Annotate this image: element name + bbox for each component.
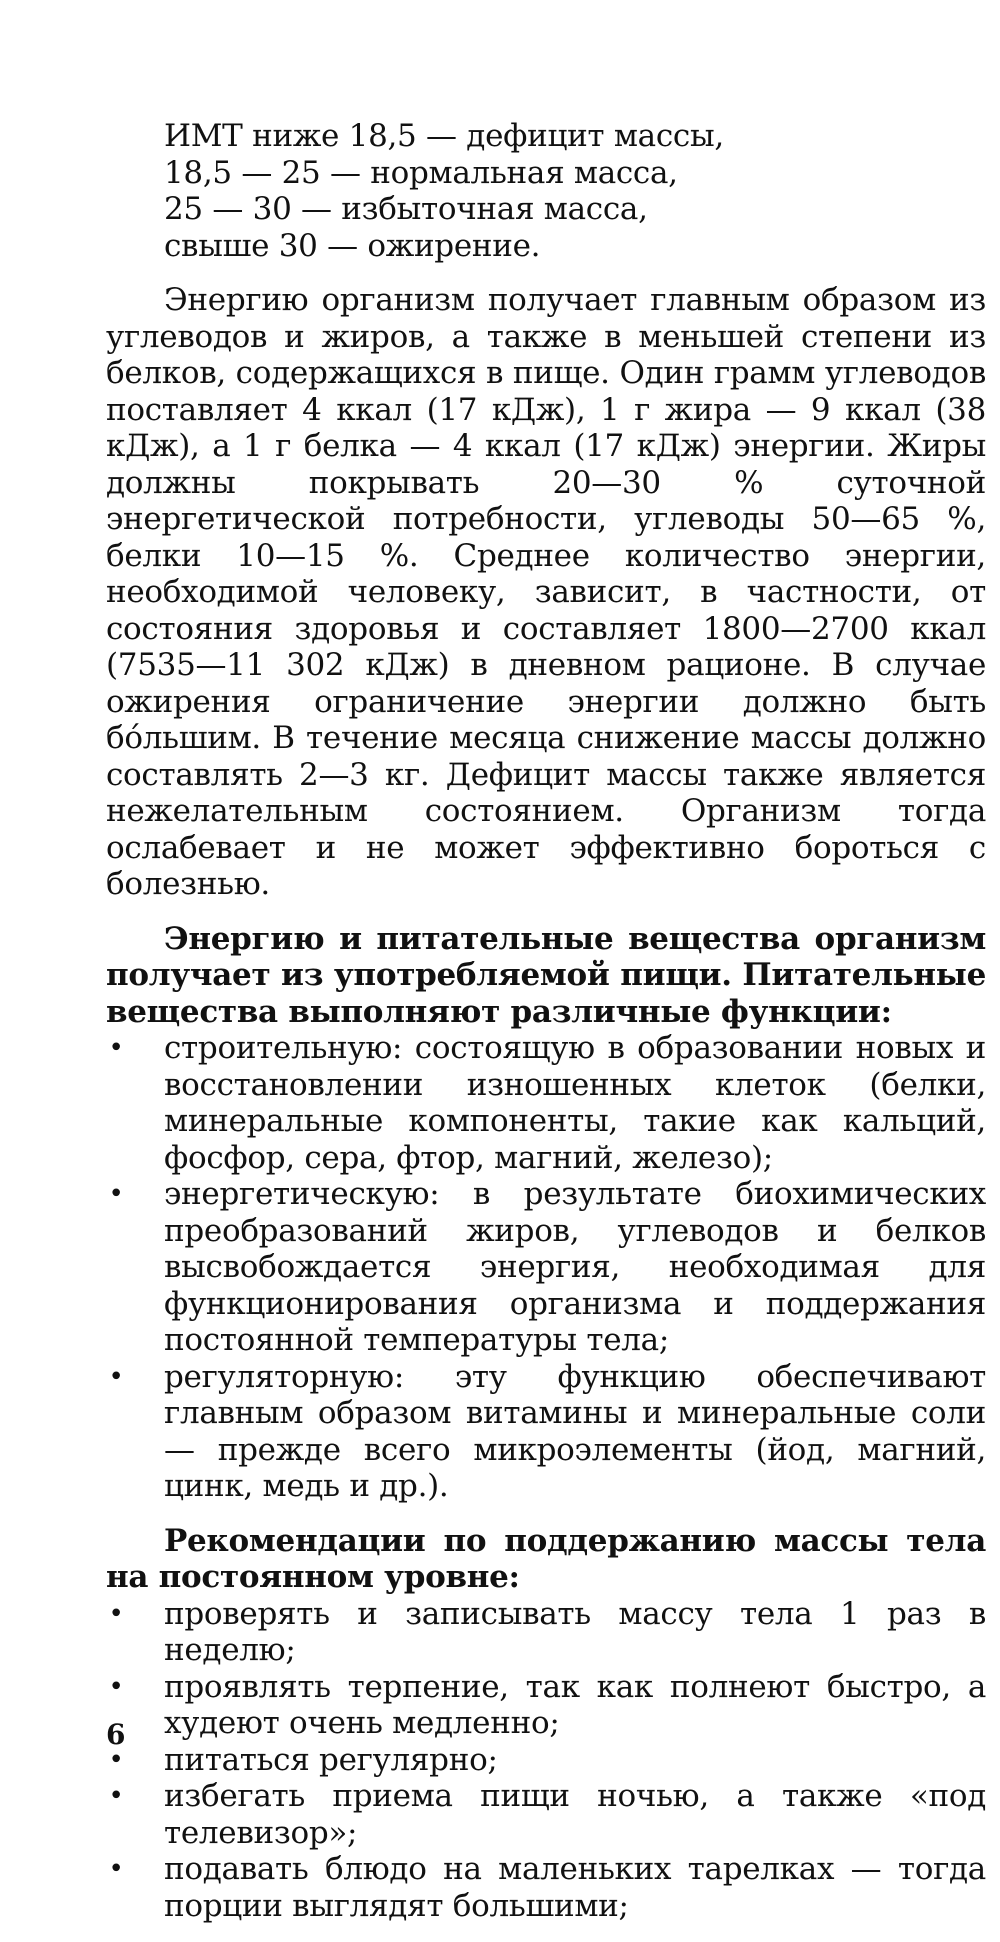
list-item-text: избегать приема пищи ночью, а также «под телевизор»;	[164, 1778, 986, 1851]
bullet-icon: •	[108, 1671, 124, 1702]
list-item-text: проверять и записывать массу тела 1 раз в неделю;	[164, 1595, 986, 1668]
bullet-icon: •	[108, 1781, 124, 1811]
list-item	[106, 1596, 986, 1669]
bmi-line: свыше 30 — ожирение.	[164, 227, 541, 264]
energy-paragraph: Энергию организм получает главным образом из углеводов и жиров, а также в меньшей степени из белков, содержащихся в пище. Один грамм углеводов поставляет 4 ккал (17 кДж), 1 г жира — 9 ккал (38 кДж), а 1 г белка — 4 ккал (17 кДж) энергии. Жиры должны покрывать 20—30 % суточной энергетической потребности, углеводы 50—65 %, белки 10—15 %. Среднее количество энергии, необходимой человеку, зависит, в частности, от состояния здоровья и составляет 1800—2700 ккал (7535—11 302 кДж) в дневном рационе. В случае ожирения ограничение энергии должно быть бóльшим. В течение месяца снижение массы должно составлять 2—3 кг. Дефицит массы также является нежелательным состоянием. Организм тогда ослабевает и не может эффективно бороться с болезнью.	[106, 282, 986, 902]
bullet-icon: •	[108, 1854, 124, 1884]
list-item-text: энергетическую: в результате биохимических преобразований жиров, углеводов и белков высвобождается энергия, необходимая для функционирования организма и поддержания постоянной температуры тела;	[164, 1176, 986, 1358]
bullet-icon: •	[108, 1179, 124, 1209]
bullet-icon: •	[108, 1033, 124, 1063]
bmi-line: ИМТ ниже 18,5 — дефицит массы,	[164, 118, 724, 154]
list-item-text: регуляторную: эту функцию обеспечивают главным образом витамины и минеральные соли — прежде всего микроэлементы (йод, магний, цинк, медь и др.).	[164, 1358, 986, 1504]
list-item-text: подавать блюдо на маленьких тарелках — тогда порции выглядят большими;	[164, 1851, 986, 1924]
bullet-icon: •	[108, 1598, 124, 1629]
list-item	[106, 1669, 986, 1742]
list-item-text: строительную: состоящую в образовании новых и восстановлении изношенных клеток (белки, минеральные компоненты, такие как кальций, фосфор, сера, фтор, магний, железо);	[164, 1030, 986, 1176]
list-item	[106, 1030, 986, 1176]
list-item-text: питаться регулярно;	[164, 1741, 498, 1778]
recommendations-list	[106, 1596, 986, 1925]
list-item-text: проявлять терпение, так как полнеют быстро, а худеют очень медленно;	[164, 1668, 986, 1741]
bmi-line: 25 — 30 — избыточная масса,	[164, 191, 648, 227]
nutrients-heading: Энергию и питательные вещества организм получает из употребляемой пищи. Питательные вещества выполняют различные функции:	[106, 920, 986, 1030]
page-number: 6	[106, 1718, 126, 1751]
list-item	[106, 1359, 986, 1505]
bmi-classification	[106, 118, 986, 264]
bullet-icon: •	[108, 1744, 124, 1775]
recommendations-heading: Рекомендации по поддержанию массы тела на постоянном уровне:	[106, 1522, 986, 1595]
list-item	[106, 1742, 986, 1779]
bmi-line: 18,5 — 25 — нормальная масса,	[164, 154, 678, 191]
list-item	[106, 1851, 986, 1924]
nutrients-list	[106, 1030, 986, 1505]
list-item	[106, 1176, 986, 1359]
list-item	[106, 1778, 986, 1851]
bullet-icon: •	[108, 1361, 124, 1392]
page-content	[106, 118, 986, 1942]
